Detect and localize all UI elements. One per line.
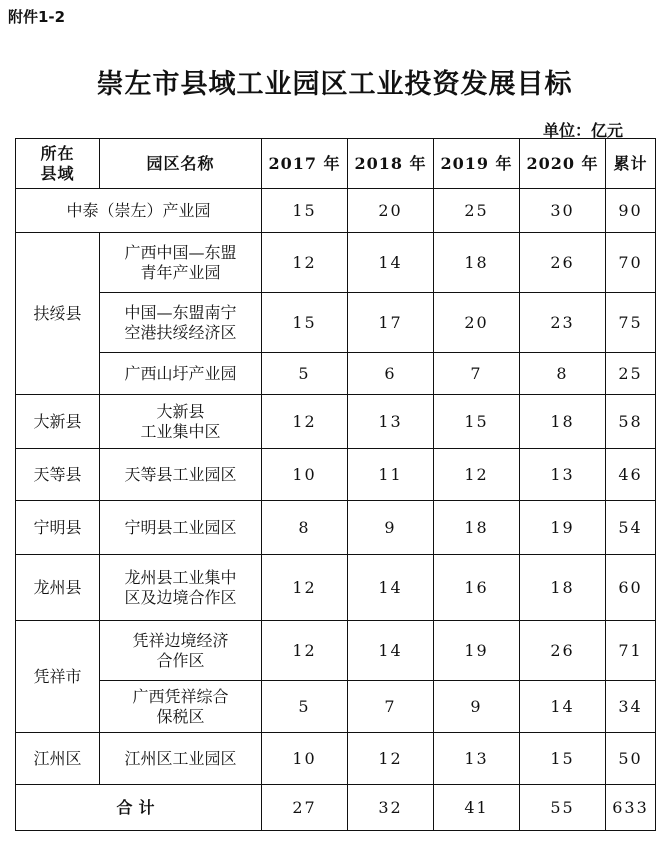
value-2019: 19	[434, 621, 520, 681]
value-2020: 18	[520, 395, 606, 449]
value-total: 54	[606, 501, 656, 555]
table-row	[16, 555, 656, 621]
total-2019: 41	[434, 785, 520, 831]
table-row	[16, 395, 656, 449]
attachment-label: 附件1-2	[8, 8, 66, 26]
total-cumulative: 633	[606, 785, 656, 831]
park-name-cell: 龙州县工业集中 区及边境合作区	[100, 555, 262, 621]
county-cell: 扶绥县	[16, 233, 100, 395]
value-2017: 5	[262, 353, 348, 395]
header-total: 累计	[606, 139, 656, 189]
investment-table	[15, 138, 656, 831]
header-2019: 2019 年	[434, 139, 520, 189]
header-2020: 2020 年	[520, 139, 606, 189]
county-cell: 天等县	[16, 449, 100, 501]
county-cell: 宁明县	[16, 501, 100, 555]
value-2019: 18	[434, 501, 520, 555]
park-name-cell: 大新县 工业集中区	[100, 395, 262, 449]
park-name-cell: 中泰（崇左）产业园	[16, 189, 262, 233]
table-row	[16, 189, 656, 233]
table-row	[16, 233, 656, 293]
header-row	[16, 139, 656, 189]
value-total: 58	[606, 395, 656, 449]
county-cell: 凭祥市	[16, 621, 100, 733]
value-2018: 11	[348, 449, 434, 501]
value-total: 70	[606, 233, 656, 293]
park-name-cell: 凭祥边境经济 合作区	[100, 621, 262, 681]
value-total: 34	[606, 681, 656, 733]
value-total: 50	[606, 733, 656, 785]
park-name-cell: 中国—东盟南宁 空港扶绥经济区	[100, 293, 262, 353]
value-2020: 19	[520, 501, 606, 555]
value-2020: 23	[520, 293, 606, 353]
county-cell: 江州区	[16, 733, 100, 785]
value-2017: 12	[262, 395, 348, 449]
value-2020: 14	[520, 681, 606, 733]
park-name-cell: 广西山圩产业园	[100, 353, 262, 395]
value-2018: 14	[348, 621, 434, 681]
value-2019: 13	[434, 733, 520, 785]
header-county: 所在 县域	[16, 139, 100, 189]
value-total: 46	[606, 449, 656, 501]
value-2020: 26	[520, 233, 606, 293]
value-2019: 25	[434, 189, 520, 233]
value-2020: 26	[520, 621, 606, 681]
park-name-cell: 广西凭祥综合 保税区	[100, 681, 262, 733]
value-total: 25	[606, 353, 656, 395]
total-2020: 55	[520, 785, 606, 831]
value-2017: 15	[262, 293, 348, 353]
value-2018: 14	[348, 555, 434, 621]
unit-label: 单位：亿元	[542, 121, 623, 140]
value-2019: 15	[434, 395, 520, 449]
table-row	[16, 681, 656, 733]
value-2018: 14	[348, 233, 434, 293]
value-2017: 5	[262, 681, 348, 733]
value-2020: 30	[520, 189, 606, 233]
value-2017: 12	[262, 233, 348, 293]
table-row	[16, 293, 656, 353]
value-2019: 7	[434, 353, 520, 395]
county-cell: 龙州县	[16, 555, 100, 621]
table-row	[16, 501, 656, 555]
value-2019: 12	[434, 449, 520, 501]
header-2017: 2017 年	[262, 139, 348, 189]
value-2017: 8	[262, 501, 348, 555]
value-2018: 7	[348, 681, 434, 733]
park-name-cell: 广西中国—东盟 青年产业园	[100, 233, 262, 293]
value-2019: 18	[434, 233, 520, 293]
table-row	[16, 621, 656, 681]
value-2019: 20	[434, 293, 520, 353]
park-name-cell: 天等县工业园区	[100, 449, 262, 501]
value-2018: 13	[348, 395, 434, 449]
value-2018: 12	[348, 733, 434, 785]
value-total: 90	[606, 189, 656, 233]
header-park: 园区名称	[100, 139, 262, 189]
table-row	[16, 353, 656, 395]
table-row	[16, 449, 656, 501]
value-total: 60	[606, 555, 656, 621]
total-row	[16, 785, 656, 831]
value-2017: 10	[262, 449, 348, 501]
value-2019: 16	[434, 555, 520, 621]
document-title: 崇左市县域工业园区工业投资发展目标	[96, 69, 573, 100]
value-2018: 20	[348, 189, 434, 233]
value-2018: 6	[348, 353, 434, 395]
value-2020: 8	[520, 353, 606, 395]
value-2020: 13	[520, 449, 606, 501]
total-label: 合计	[16, 785, 262, 831]
value-2018: 17	[348, 293, 434, 353]
value-2020: 18	[520, 555, 606, 621]
value-2017: 12	[262, 621, 348, 681]
table-row	[16, 733, 656, 785]
value-total: 71	[606, 621, 656, 681]
value-2020: 15	[520, 733, 606, 785]
value-2017: 10	[262, 733, 348, 785]
park-name-cell: 江州区工业园区	[100, 733, 262, 785]
header-2018: 2018 年	[348, 139, 434, 189]
value-2017: 12	[262, 555, 348, 621]
total-2018: 32	[348, 785, 434, 831]
county-cell: 大新县	[16, 395, 100, 449]
value-total: 75	[606, 293, 656, 353]
park-name-cell: 宁明县工业园区	[100, 501, 262, 555]
value-2019: 9	[434, 681, 520, 733]
value-2017: 15	[262, 189, 348, 233]
value-2018: 9	[348, 501, 434, 555]
total-2017: 27	[262, 785, 348, 831]
